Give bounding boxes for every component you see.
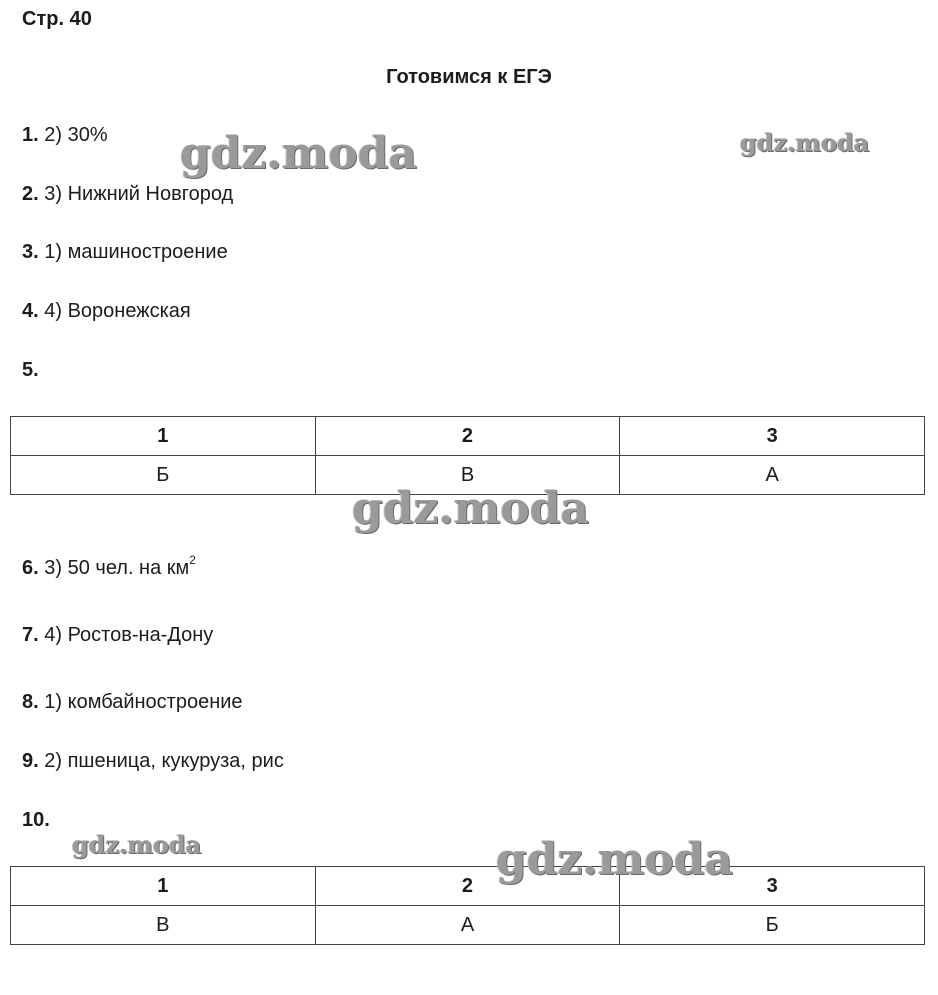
answer-2	[22, 183, 233, 206]
table-header-cell: 1	[11, 867, 316, 906]
table-cell: А	[315, 906, 620, 945]
table-row	[11, 456, 925, 495]
answer-number: 1.	[22, 124, 39, 146]
section-title: Готовимся к ЕГЭ	[386, 66, 552, 88]
answer-10	[22, 809, 50, 832]
page-label: Стр. 40	[22, 8, 92, 30]
answer-number: 5.	[22, 359, 39, 381]
answer-7	[22, 624, 213, 647]
answer-number: 2.	[22, 183, 39, 205]
table-header-cell: 3	[620, 867, 925, 906]
table-header-cell: 1	[11, 417, 316, 456]
answer-text: 1) машиностроение	[44, 241, 228, 263]
table-cell: В	[11, 906, 316, 945]
answer-table-10	[10, 866, 925, 945]
answer-3	[22, 241, 228, 264]
watermark: gdz.moda	[496, 834, 734, 885]
table-cell: А	[620, 456, 925, 495]
table-header-cell: 2	[315, 417, 620, 456]
answer-superscript: 2	[189, 553, 196, 567]
answer-text: 4) Ростов-на-Дону	[44, 624, 214, 646]
table-header-cell: 2	[315, 867, 620, 906]
answer-1	[22, 124, 108, 147]
table-header-cell: 3	[620, 417, 925, 456]
table-cell: В	[315, 456, 620, 495]
answer-text: 1) комбайностроение	[44, 691, 243, 713]
answer-text: 2) 30%	[44, 124, 108, 146]
watermark: gdz.moda	[740, 128, 870, 157]
table-cell: Б	[620, 906, 925, 945]
answer-number: 8.	[22, 691, 39, 713]
answer-number: 9.	[22, 750, 39, 772]
answer-8	[22, 691, 243, 714]
answer-number: 10.	[22, 809, 50, 831]
answer-text: 2) пшеница, кукуруза, рис	[44, 750, 284, 772]
watermark: gdz.moda	[352, 483, 590, 534]
answer-text: 3) 50 чел. на км	[44, 557, 190, 579]
answer-6	[22, 553, 196, 580]
watermark: gdz.moda	[180, 128, 418, 179]
table-header-row	[11, 867, 925, 906]
answer-number: 6.	[22, 557, 39, 579]
watermark: gdz.moda	[72, 830, 202, 859]
answer-text: 4) Воронежская	[44, 300, 191, 322]
answer-4	[22, 300, 191, 323]
table-cell: Б	[11, 456, 316, 495]
answer-number: 3.	[22, 241, 39, 263]
answer-5	[22, 359, 39, 382]
answer-table-5	[10, 416, 925, 495]
table-header-row	[11, 417, 925, 456]
answer-number: 4.	[22, 300, 39, 322]
answer-number: 7.	[22, 624, 39, 646]
answer-9	[22, 750, 284, 773]
table-row	[11, 906, 925, 945]
answer-text: 3) Нижний Новгород	[44, 183, 234, 205]
